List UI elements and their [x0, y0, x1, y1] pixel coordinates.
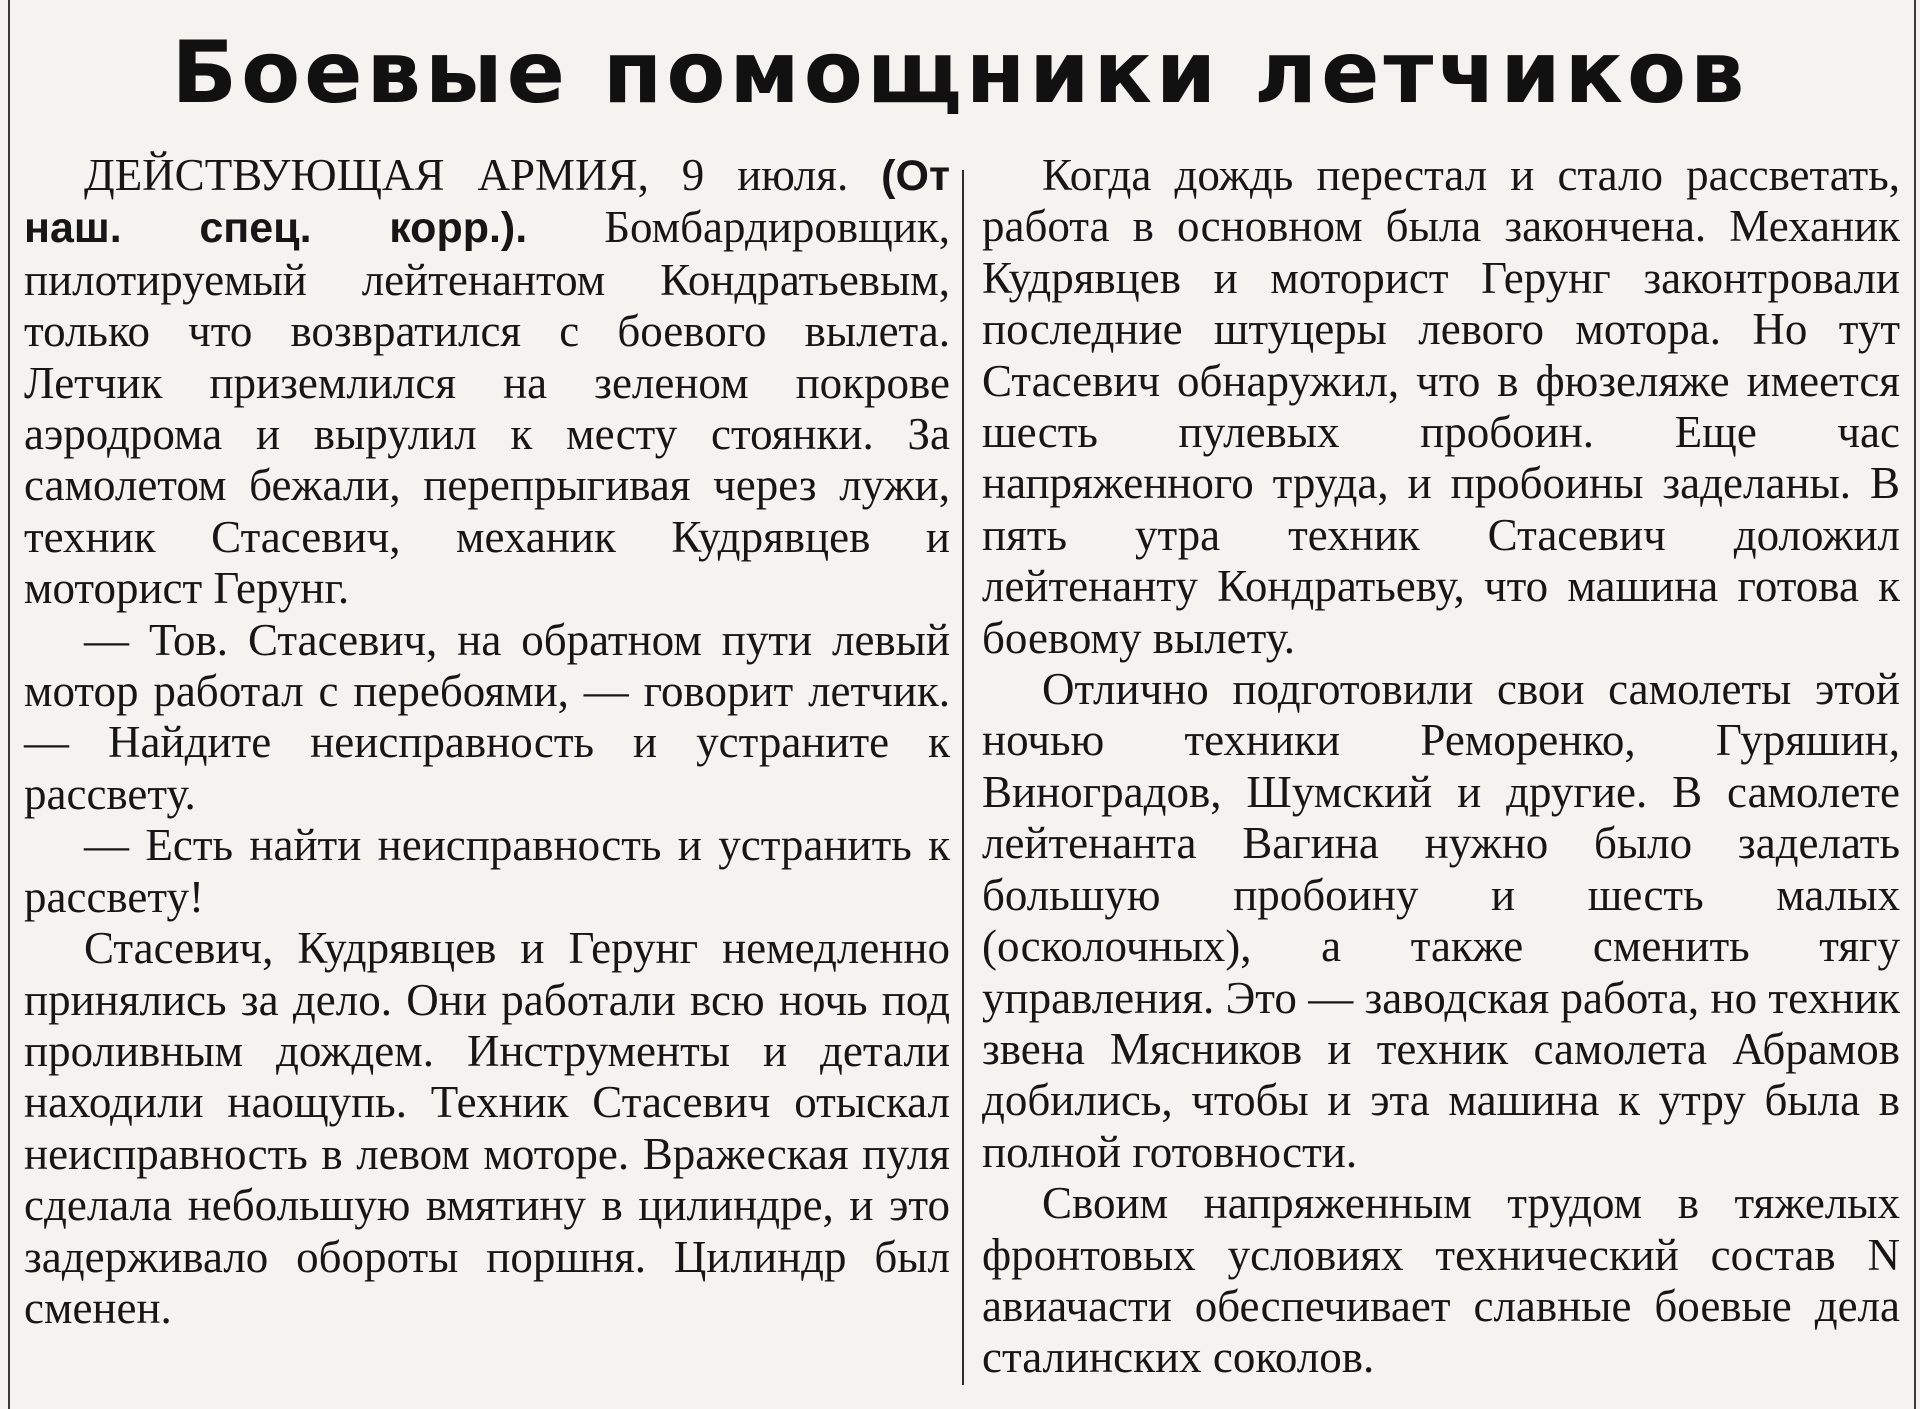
closing-paragraph: Своим напряженным трудом в тяжелых фронтовых условиях технический состав N авиачасти обеспечивает славные боевые дела сталинских соколов. [982, 1178, 1900, 1383]
work-paragraph: Стасевич, Кудрявцев и Герунг немедленно принялись за дело. Они работали всю ночь под проливным дождем. Инструменты и детали находили наощупь. Техник Стасевич отыскал неисправность в левом моторе. Вражеская пуля сделала небольшую вмятину в цилиндре, и это задерживало обороты поршня. Цилиндр был сменен. [24, 923, 950, 1333]
byline: (От наш. спец. корр.). [24, 152, 950, 253]
left-border-rule [8, 0, 10, 1409]
lead-paragraph-text: Бомбардировщик, пилотируемый лейтенантом Кондратьевым, только что возвратился с боевого вылета. Летчик приземлился на зеленом покрове аэродрома и вырулил к месту стоянки. За самолетом бежали, перепрыгивая через лужи, техник Стасевич, механик Кудрявцев и моторист Герунг. [24, 202, 951, 614]
headline: Боевые помощники летчиков [171, 23, 1749, 123]
dateline: ДЕЙСТВУЮЩАЯ АРМИЯ, 9 июля. [84, 150, 849, 200]
column-divider [962, 170, 964, 1385]
right-column [982, 150, 1900, 1384]
dialogue-paragraph-1: — Тов. Стасевич, на обратном пути левый мотор работал с перебоями, — говорит летчик. — Найдите неисправность и устраните к рассвету. [24, 614, 950, 819]
lead-paragraph [24, 150, 950, 615]
other-technicians-paragraph: Отлично подготовили свои самолеты этой ночью техники Реморенко, Гуряшин, Виноградов, Шумский и другие. В самолете лейтенанта Вагина нужно было заделать большую пробоину и шесть малых (осколочных), а также сменить тягу управления. Это — заводская работа, но техник звена Мясников и техник самолета Абрамов добились, чтобы и эта машина к утру была в полной готовности. [982, 664, 1900, 1177]
left-column [24, 150, 950, 1334]
right-border-rule [1914, 0, 1916, 1409]
dawn-paragraph: Когда дождь перестал и стало рассветать, работа в основном была закончена. Механик Кудрявцев и моторист Герунг законтровали последние штуцеры левого мотора. Но тут Стасевич обнаружил, что в фюзеляже имеется шесть пулевых пробоин. Еще час напряженного труда, и пробоины заделаны. В пять утра техник Стасевич доложил лейтенанту Кондратьеву, что машина готова к боевому вылету. [982, 150, 1900, 663]
dialogue-paragraph-2: — Есть найти неисправность и устранить к рассвету! [24, 820, 950, 922]
